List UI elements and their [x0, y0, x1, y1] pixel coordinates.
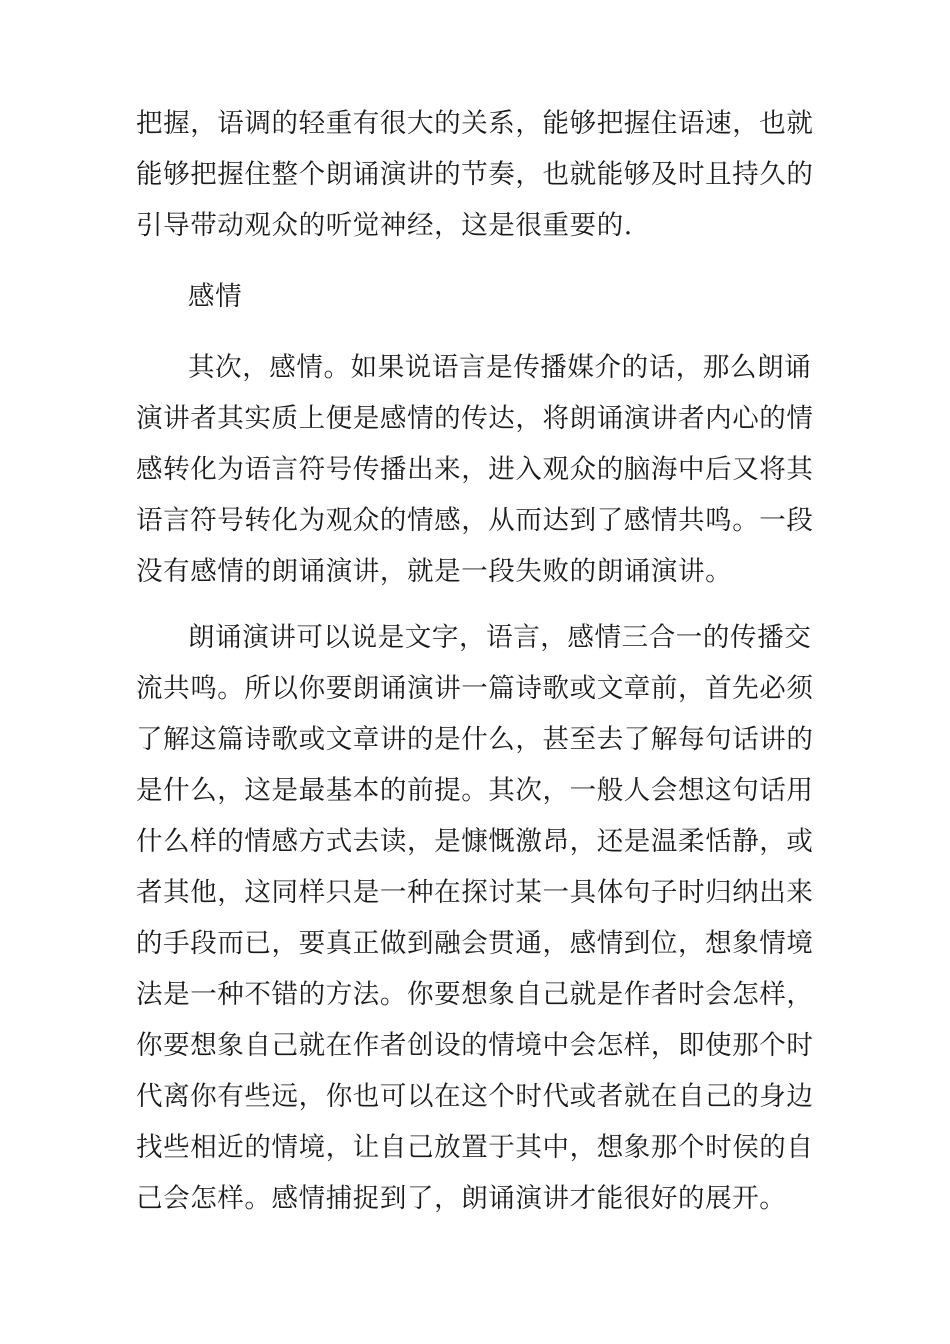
- paragraph-1-line: 引导带动观众的听觉神经，这是很重要的.: [136, 210, 633, 241]
- paragraph-3-line: 法是一种不错的方法。你要想象自己就是作者时会怎样，: [136, 979, 814, 1010]
- paragraph-2-line: 其次，感情。如果说语言是传播媒介的话，那么朗诵: [188, 352, 812, 383]
- paragraph-2-line: 没有感情的朗诵演讲，就是一段失败的朗诵演讲。: [136, 556, 733, 587]
- paragraph-1-line: 能够把握住整个朗诵演讲的节奏，也就能够及时且持久的: [136, 159, 814, 190]
- paragraph-3-line: 朗诵演讲可以说是文字，语言，感情三合一的传播交: [188, 622, 812, 653]
- paragraph-3-line: 者其他，这同样只是一种在探讨某一具体句子时归纳出来: [136, 877, 814, 908]
- paragraph-3-line: 流共鸣。所以你要朗诵演讲一篇诗歌或文章前，首先必须: [136, 673, 814, 704]
- paragraph-3-line: 了解这篇诗歌或文章讲的是什么，甚至去了解每句话讲的: [136, 724, 814, 755]
- paragraph-1-line: 把握，语调的轻重有很大的关系，能够把握住语速，也就: [136, 108, 814, 139]
- paragraph-3-line: 的手段而已，要真正做到融会贯通，感情到位，想象情境: [136, 928, 814, 959]
- paragraph-3-line: 己会怎样。感情捕捉到了，朗诵演讲才能很好的展开。: [136, 1183, 787, 1214]
- paragraph-3-line: 代离你有些远，你也可以在这个时代或者就在自己的身边: [136, 1081, 814, 1112]
- paragraph-2-line: 语言符号转化为观众的情感，从而达到了感情共鸣。一段: [136, 505, 814, 536]
- paragraph-3-line: 什么样的情感方式去读，是慷慨激昂，还是温柔恬静，或: [136, 826, 814, 857]
- section-heading: 感情: [188, 281, 243, 312]
- paragraph-2-line: 感转化为语言符号传播出来，进入观众的脑海中后又将其: [136, 454, 814, 485]
- paragraph-3-line: 是什么，这是最基本的前提。其次，一般人会想这句话用: [136, 775, 814, 806]
- paragraph-3-line: 你要想象自己就在作者创设的情境中会怎样，即使那个时: [136, 1030, 814, 1061]
- paragraph-3-line: 找些相近的情境，让自己放置于其中，想象那个时侯的自: [136, 1132, 814, 1163]
- paragraph-2-line: 演讲者其实质上便是感情的传达，将朗诵演讲者内心的情: [136, 403, 814, 434]
